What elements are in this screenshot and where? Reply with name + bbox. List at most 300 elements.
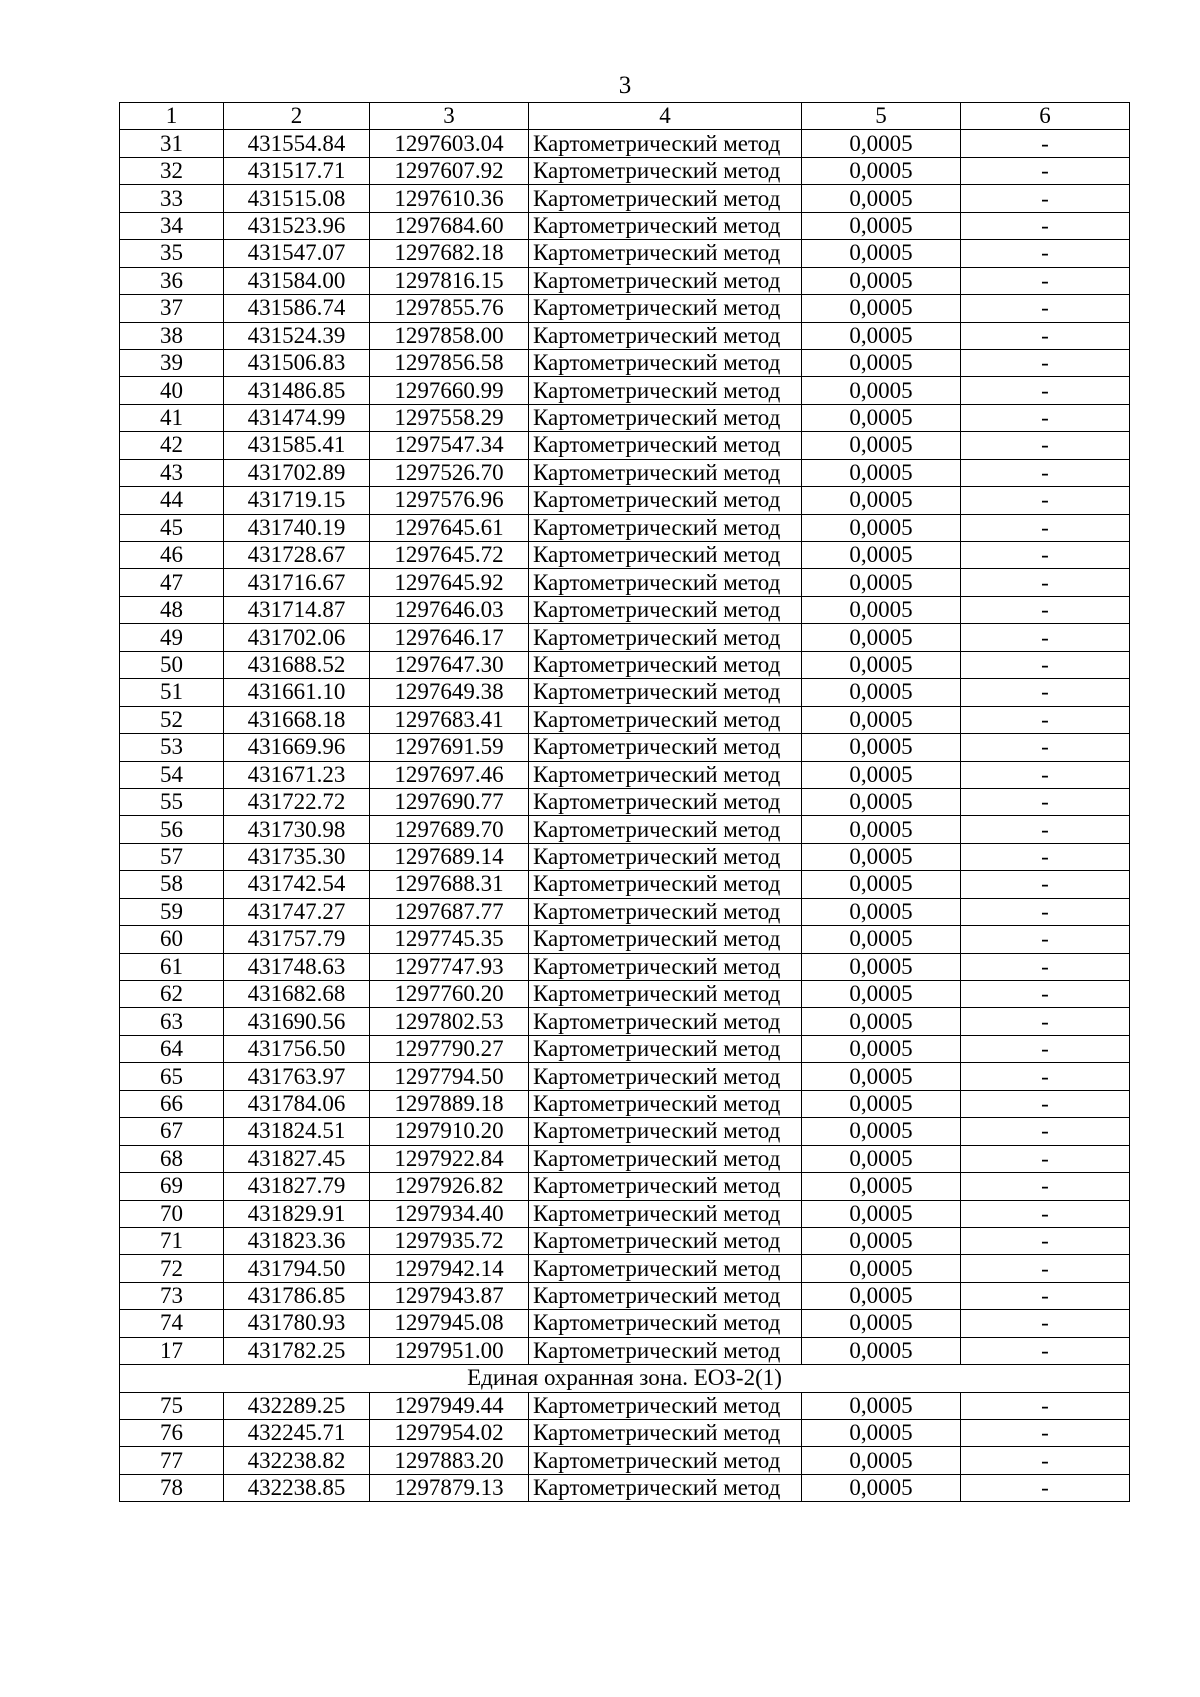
table-cell: 1297687.77 — [370, 898, 529, 925]
table-cell: Картометрический метод — [529, 1035, 802, 1062]
table-cell: 0,0005 — [802, 1200, 961, 1227]
table-cell: - — [961, 1420, 1130, 1447]
table-cell: - — [961, 240, 1130, 267]
table-cell: Картометрический метод — [529, 185, 802, 212]
table-cell: Картометрический метод — [529, 651, 802, 678]
table-cell: - — [961, 267, 1130, 294]
table-cell: - — [961, 596, 1130, 623]
table-cell: 1297910.20 — [370, 1118, 529, 1145]
table-cell: 71 — [120, 1227, 224, 1254]
table-cell: 431827.79 — [224, 1173, 370, 1200]
table-cell: 1297954.02 — [370, 1420, 529, 1447]
table-cell: Картометрический метод — [529, 130, 802, 157]
table-cell: 431748.63 — [224, 953, 370, 980]
table-cell: 431702.06 — [224, 624, 370, 651]
table-cell: 0,0005 — [802, 1420, 961, 1447]
table-cell: 432238.82 — [224, 1447, 370, 1474]
table-cell: 431829.91 — [224, 1200, 370, 1227]
table-row — [120, 267, 1130, 294]
table-cell: 1297683.41 — [370, 706, 529, 733]
table-cell: Картометрический метод — [529, 981, 802, 1008]
table-cell: 0,0005 — [802, 761, 961, 788]
table-cell: 31 — [120, 130, 224, 157]
table-cell: 431517.71 — [224, 157, 370, 184]
table-cell: 1297689.14 — [370, 843, 529, 870]
table-cell: 431728.67 — [224, 542, 370, 569]
table-cell: 0,0005 — [802, 1063, 961, 1090]
table-cell: 1297646.03 — [370, 596, 529, 623]
table-cell: 45 — [120, 514, 224, 541]
table-cell: 1297684.60 — [370, 212, 529, 239]
table-row — [120, 1282, 1130, 1309]
table-cell: 46 — [120, 542, 224, 569]
table-row — [120, 542, 1130, 569]
table-cell: 1297879.13 — [370, 1474, 529, 1501]
table-cell: 62 — [120, 981, 224, 1008]
table-cell: 1297747.93 — [370, 953, 529, 980]
table-cell: 57 — [120, 843, 224, 870]
table-cell: 1297526.70 — [370, 459, 529, 486]
table-cell: 0,0005 — [802, 459, 961, 486]
table-cell: 58 — [120, 871, 224, 898]
table-cell: 1297858.00 — [370, 322, 529, 349]
table-cell: Картометрический метод — [529, 1090, 802, 1117]
table-cell: Картометрический метод — [529, 404, 802, 431]
table-cell: Картометрический метод — [529, 871, 802, 898]
table-row — [120, 596, 1130, 623]
table-cell: 0,0005 — [802, 898, 961, 925]
table-cell: - — [961, 953, 1130, 980]
table-cell: - — [961, 1447, 1130, 1474]
table-cell: - — [961, 1255, 1130, 1282]
table-cell: 431794.50 — [224, 1255, 370, 1282]
table-row — [120, 1420, 1130, 1447]
table-cell: 431585.41 — [224, 432, 370, 459]
table-cell: 431714.87 — [224, 596, 370, 623]
table-cell: 53 — [120, 734, 224, 761]
table-cell: 1297603.04 — [370, 130, 529, 157]
table-cell: 431757.79 — [224, 926, 370, 953]
table-cell: - — [961, 734, 1130, 761]
table-cell: - — [961, 432, 1130, 459]
table-cell: 0,0005 — [802, 871, 961, 898]
column-header: 6 — [961, 103, 1130, 130]
column-header: 5 — [802, 103, 961, 130]
table-cell: - — [961, 788, 1130, 815]
table-cell: - — [961, 1474, 1130, 1501]
table-cell: Картометрический метод — [529, 295, 802, 322]
table-cell: 0,0005 — [802, 1090, 961, 1117]
table-cell: - — [961, 404, 1130, 431]
table-cell: 60 — [120, 926, 224, 953]
table-cell: 36 — [120, 267, 224, 294]
table-cell: Картометрический метод — [529, 1392, 802, 1419]
table-cell: - — [961, 1090, 1130, 1117]
table-cell: Картометрический метод — [529, 1282, 802, 1309]
table-cell: 1297558.29 — [370, 404, 529, 431]
table-cell: - — [961, 1145, 1130, 1172]
table-cell: 0,0005 — [802, 624, 961, 651]
table-cell: Картометрический метод — [529, 788, 802, 815]
table-cell: 1297934.40 — [370, 1200, 529, 1227]
table-cell: 1297649.38 — [370, 679, 529, 706]
table-cell: 59 — [120, 898, 224, 925]
table-cell: 0,0005 — [802, 349, 961, 376]
table-cell: 431719.15 — [224, 487, 370, 514]
table-cell: 1297646.17 — [370, 624, 529, 651]
table-cell: 1297790.27 — [370, 1035, 529, 1062]
table-row — [120, 240, 1130, 267]
table-cell: 431824.51 — [224, 1118, 370, 1145]
table-cell: 431827.45 — [224, 1145, 370, 1172]
table-row — [120, 295, 1130, 322]
table-row — [120, 926, 1130, 953]
table-cell: - — [961, 1392, 1130, 1419]
table-cell: 0,0005 — [802, 240, 961, 267]
table-cell: 48 — [120, 596, 224, 623]
table-cell: 1297943.87 — [370, 1282, 529, 1309]
table-cell: Картометрический метод — [529, 1008, 802, 1035]
table-cell: 0,0005 — [802, 651, 961, 678]
table-cell: Картометрический метод — [529, 1474, 802, 1501]
table-cell: Картометрический метод — [529, 240, 802, 267]
table-cell: - — [961, 871, 1130, 898]
table-row — [120, 1310, 1130, 1337]
table-cell: 69 — [120, 1173, 224, 1200]
table-cell: - — [961, 157, 1130, 184]
table-cell: 1297690.77 — [370, 788, 529, 815]
section-row — [120, 1365, 1130, 1392]
table-cell: 0,0005 — [802, 734, 961, 761]
table-row — [120, 157, 1130, 184]
table-cell: 1297935.72 — [370, 1227, 529, 1254]
table-row — [120, 953, 1130, 980]
table-cell: 432238.85 — [224, 1474, 370, 1501]
table-cell: 68 — [120, 1145, 224, 1172]
table-cell: 1297645.72 — [370, 542, 529, 569]
table-cell: 0,0005 — [802, 981, 961, 1008]
table-cell: Картометрический метод — [529, 459, 802, 486]
table-row — [120, 322, 1130, 349]
table-cell: 32 — [120, 157, 224, 184]
table-cell: 54 — [120, 761, 224, 788]
table-cell: Картометрический метод — [529, 926, 802, 953]
table-cell: 0,0005 — [802, 542, 961, 569]
table-cell: 1297856.58 — [370, 349, 529, 376]
table-cell: 1297760.20 — [370, 981, 529, 1008]
table-cell: 55 — [120, 788, 224, 815]
table-cell: 74 — [120, 1310, 224, 1337]
table-cell: Картометрический метод — [529, 1227, 802, 1254]
table-cell: 0,0005 — [802, 1282, 961, 1309]
table-cell: 431786.85 — [224, 1282, 370, 1309]
table-cell: 1297689.70 — [370, 816, 529, 843]
table-cell: 0,0005 — [802, 788, 961, 815]
table-cell: 0,0005 — [802, 377, 961, 404]
table-cell: 72 — [120, 1255, 224, 1282]
table-cell: 65 — [120, 1063, 224, 1090]
table-cell: - — [961, 1173, 1130, 1200]
table-cell: Картометрический метод — [529, 1255, 802, 1282]
table-cell: 431506.83 — [224, 349, 370, 376]
table-cell: - — [961, 459, 1130, 486]
table-cell: 431669.96 — [224, 734, 370, 761]
table-cell: - — [961, 542, 1130, 569]
table-cell: 38 — [120, 322, 224, 349]
table-cell: - — [961, 185, 1130, 212]
table-cell: Картометрический метод — [529, 322, 802, 349]
table-cell: Картометрический метод — [529, 898, 802, 925]
table-cell: Картометрический метод — [529, 706, 802, 733]
table-cell: 75 — [120, 1392, 224, 1419]
table-cell: 0,0005 — [802, 679, 961, 706]
table-cell: - — [961, 1310, 1130, 1337]
table-row — [120, 1447, 1130, 1474]
table-cell: 431547.07 — [224, 240, 370, 267]
table-cell: 431742.54 — [224, 871, 370, 898]
table-cell: 0,0005 — [802, 1474, 961, 1501]
table-cell: - — [961, 1227, 1130, 1254]
table-cell: Картометрический метод — [529, 679, 802, 706]
table-cell: 431730.98 — [224, 816, 370, 843]
coordinates-table — [119, 102, 1130, 1502]
table-cell: 77 — [120, 1447, 224, 1474]
table-cell: 1297745.35 — [370, 926, 529, 953]
table-cell: 1297949.44 — [370, 1392, 529, 1419]
table-cell: 78 — [120, 1474, 224, 1501]
table-cell: 1297547.34 — [370, 432, 529, 459]
table-cell: - — [961, 487, 1130, 514]
table-cell: 431671.23 — [224, 761, 370, 788]
table-cell: Картометрический метод — [529, 596, 802, 623]
table-cell: 431740.19 — [224, 514, 370, 541]
table-cell: - — [961, 706, 1130, 733]
table-cell: 431690.56 — [224, 1008, 370, 1035]
table-cell: - — [961, 514, 1130, 541]
table-cell: 17 — [120, 1337, 224, 1364]
table-cell: 431784.06 — [224, 1090, 370, 1117]
table-cell: 0,0005 — [802, 322, 961, 349]
table-cell: 1297922.84 — [370, 1145, 529, 1172]
table-row — [120, 761, 1130, 788]
table-row — [120, 816, 1130, 843]
table-row — [120, 898, 1130, 925]
page-number: 3 — [618, 72, 632, 99]
table-cell: - — [961, 377, 1130, 404]
table-cell: 0,0005 — [802, 1337, 961, 1364]
table-cell: - — [961, 1200, 1130, 1227]
table-cell: Картометрический метод — [529, 267, 802, 294]
table-cell: 431702.89 — [224, 459, 370, 486]
table-cell: 1297688.31 — [370, 871, 529, 898]
table-cell: 43 — [120, 459, 224, 486]
table-cell: Картометрический метод — [529, 1420, 802, 1447]
section-title: Единая охранная зона. ЕОЗ-2(1) — [120, 1365, 1130, 1392]
table-cell: 431524.39 — [224, 322, 370, 349]
table-cell: Картометрический метод — [529, 377, 802, 404]
table-row — [120, 185, 1130, 212]
table-cell: 0,0005 — [802, 1118, 961, 1145]
table-cell: 56 — [120, 816, 224, 843]
table-row — [120, 487, 1130, 514]
table-row — [120, 624, 1130, 651]
table-cell: Картометрический метод — [529, 1118, 802, 1145]
table-cell: 1297802.53 — [370, 1008, 529, 1035]
table-cell: 0,0005 — [802, 295, 961, 322]
table-cell: Картометрический метод — [529, 624, 802, 651]
table-cell: 431523.96 — [224, 212, 370, 239]
table-cell: - — [961, 569, 1130, 596]
table-cell: 50 — [120, 651, 224, 678]
table-cell: 431668.18 — [224, 706, 370, 733]
column-header: 4 — [529, 103, 802, 130]
table-cell: 1297942.14 — [370, 1255, 529, 1282]
table-cell: 33 — [120, 185, 224, 212]
table-cell: - — [961, 1282, 1130, 1309]
table-cell: 0,0005 — [802, 843, 961, 870]
table-cell: 61 — [120, 953, 224, 980]
table-cell: - — [961, 1063, 1130, 1090]
table-cell: - — [961, 1035, 1130, 1062]
table-cell: 431688.52 — [224, 651, 370, 678]
table-cell: 431722.72 — [224, 788, 370, 815]
table-cell: - — [961, 816, 1130, 843]
table-row — [120, 459, 1130, 486]
table-cell: 431763.97 — [224, 1063, 370, 1090]
table-cell: 1297794.50 — [370, 1063, 529, 1090]
table-cell: 0,0005 — [802, 267, 961, 294]
table-cell: 1297691.59 — [370, 734, 529, 761]
table-cell: - — [961, 212, 1130, 239]
column-header: 2 — [224, 103, 370, 130]
table-cell: 0,0005 — [802, 432, 961, 459]
table-cell: 0,0005 — [802, 487, 961, 514]
table-cell: Картометрический метод — [529, 514, 802, 541]
table-cell: 0,0005 — [802, 569, 961, 596]
table-cell: 431586.74 — [224, 295, 370, 322]
table-cell: Картометрический метод — [529, 1310, 802, 1337]
table-cell: 1297682.18 — [370, 240, 529, 267]
table-row — [120, 1337, 1130, 1364]
table-cell: 431823.36 — [224, 1227, 370, 1254]
table-cell: Картометрический метод — [529, 432, 802, 459]
table-row — [120, 651, 1130, 678]
table-cell: Картометрический метод — [529, 569, 802, 596]
table-cell: Картометрический метод — [529, 843, 802, 870]
table-row — [120, 788, 1130, 815]
table-cell: - — [961, 761, 1130, 788]
table-cell: 1297855.76 — [370, 295, 529, 322]
table-cell: 431515.08 — [224, 185, 370, 212]
table-cell: 431747.27 — [224, 898, 370, 925]
table-row — [120, 432, 1130, 459]
table-cell: 1297576.96 — [370, 487, 529, 514]
table-cell: 37 — [120, 295, 224, 322]
table-cell: 0,0005 — [802, 404, 961, 431]
table-row — [120, 706, 1130, 733]
table-cell: - — [961, 130, 1130, 157]
table-cell: 41 — [120, 404, 224, 431]
table-cell: 63 — [120, 1008, 224, 1035]
table-cell: - — [961, 843, 1130, 870]
table-cell: 0,0005 — [802, 1173, 961, 1200]
table-cell: 40 — [120, 377, 224, 404]
table-cell: 431782.25 — [224, 1337, 370, 1364]
table-cell: 0,0005 — [802, 953, 961, 980]
table-row — [120, 1200, 1130, 1227]
table-cell: - — [961, 651, 1130, 678]
table-cell: 64 — [120, 1035, 224, 1062]
table-cell: 42 — [120, 432, 224, 459]
table-row — [120, 1474, 1130, 1501]
table-cell: Картометрический метод — [529, 1063, 802, 1090]
table-cell: 1297607.92 — [370, 157, 529, 184]
table-cell: Картометрический метод — [529, 1200, 802, 1227]
table-cell: Картометрический метод — [529, 212, 802, 239]
table-header-row — [120, 103, 1130, 130]
table-cell: - — [961, 624, 1130, 651]
table-row — [120, 349, 1130, 376]
table-row — [120, 1118, 1130, 1145]
table-cell: 0,0005 — [802, 1227, 961, 1254]
table-row — [120, 404, 1130, 431]
table-cell: 0,0005 — [802, 1310, 961, 1337]
table-cell: - — [961, 322, 1130, 349]
table-cell: Картометрический метод — [529, 1447, 802, 1474]
table-row — [120, 212, 1130, 239]
table-cell: 44 — [120, 487, 224, 514]
table-cell: - — [961, 349, 1130, 376]
table-cell: 1297645.61 — [370, 514, 529, 541]
table-cell: Картометрический метод — [529, 1145, 802, 1172]
table-cell: - — [961, 898, 1130, 925]
table-cell: 431474.99 — [224, 404, 370, 431]
table-cell: 1297697.46 — [370, 761, 529, 788]
table-cell: 431486.85 — [224, 377, 370, 404]
table-cell: 431780.93 — [224, 1310, 370, 1337]
table-cell: 76 — [120, 1420, 224, 1447]
table-row — [120, 679, 1130, 706]
table-row — [120, 843, 1130, 870]
table-cell: 1297951.00 — [370, 1337, 529, 1364]
table-cell: 1297660.99 — [370, 377, 529, 404]
table-row — [120, 1392, 1130, 1419]
table-row — [120, 1090, 1130, 1117]
table-row — [120, 1255, 1130, 1282]
table-cell: 70 — [120, 1200, 224, 1227]
table-cell: 1297889.18 — [370, 1090, 529, 1117]
table-cell: - — [961, 1008, 1130, 1035]
table-cell: 0,0005 — [802, 130, 961, 157]
table-row — [120, 377, 1130, 404]
table-cell: 49 — [120, 624, 224, 651]
table-cell: 0,0005 — [802, 1447, 961, 1474]
table-cell: 431554.84 — [224, 130, 370, 157]
table-cell: 0,0005 — [802, 1035, 961, 1062]
table-cell: 0,0005 — [802, 514, 961, 541]
table-cell: Картометрический метод — [529, 487, 802, 514]
table-cell: 431584.00 — [224, 267, 370, 294]
table-cell: Картометрический метод — [529, 1337, 802, 1364]
table-cell: Картометрический метод — [529, 816, 802, 843]
table-cell: 432245.71 — [224, 1420, 370, 1447]
table-row — [120, 1063, 1130, 1090]
table-cell: 51 — [120, 679, 224, 706]
table-cell: 0,0005 — [802, 926, 961, 953]
table-cell: 432289.25 — [224, 1392, 370, 1419]
table-cell: 0,0005 — [802, 212, 961, 239]
table-cell: - — [961, 981, 1130, 1008]
